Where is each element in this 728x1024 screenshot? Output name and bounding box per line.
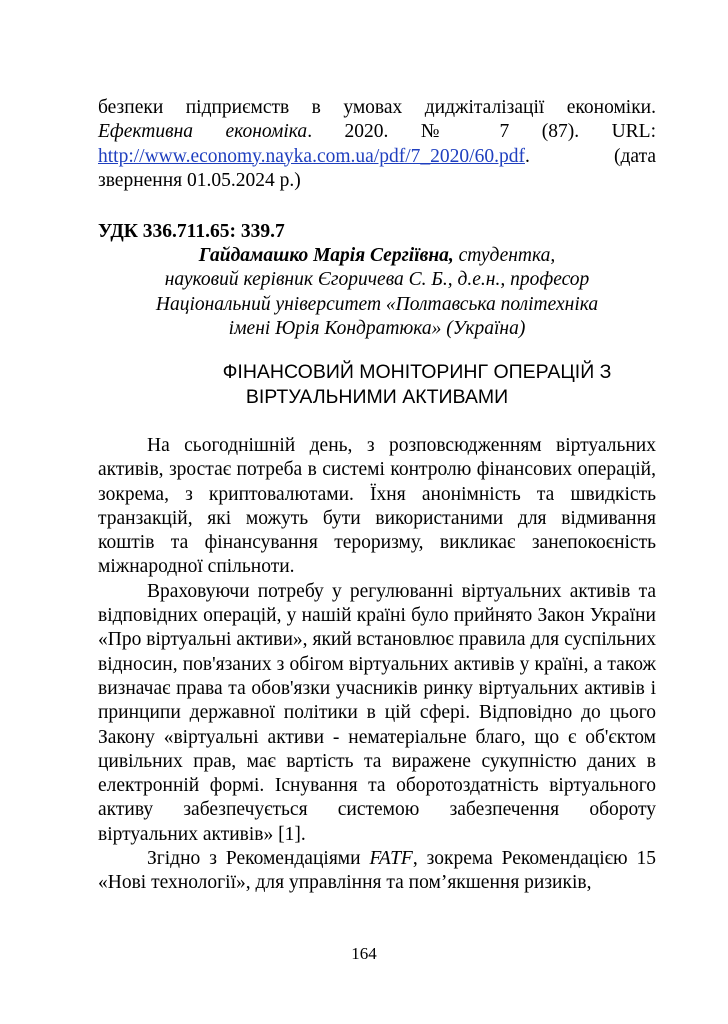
journal-name: Ефективна економіка (98, 121, 308, 143)
reference-text: безпеки підприємств в умовах диджіталізації економіки. (98, 97, 656, 118)
reference-url-link[interactable]: http://www.economy.nayka.com.ua/pdf/7_2020/60.pdf (98, 145, 525, 167)
body-paragraph: Враховуючи потребу у регулюванні віртуальних активів та відповідних операцій, у нашій країні було прийнято Закон України «Про віртуальні активи», який встановлює правила для суспільних відносин, пов'язаних з обігом віртуальних активів у країні, а також визначає права та обов'язки учасників ринку віртуальних активів і принципи державної політики в цій сфері. Відповідно до цього Закону «віртуальні активи - нематеріальне благо, що є об'єктом цивільних прав, має вартість та виражене сукупністю даних в електронній формі. Існування та оборотоздатність віртуального активу забезпечується системою забезпечення обороту віртуальних активів» [1]. (98, 580, 656, 845)
title-line: ФІНАНСОВИЙ МОНІТОРИНГ ОПЕРАЦІЙ З (222, 361, 612, 383)
title-line: ВІРТУАЛЬНИМИ АКТИВАМИ (245, 385, 509, 408)
advisor-line: науковий керівник Єгоричева С. Б., д.е.н., професор (164, 269, 590, 291)
udc-code: УДК 336.711.65: 339.7 (98, 221, 285, 242)
author-name: Гайдамашко Марія Сергіївна, (198, 245, 454, 266)
fatf-abbreviation: FATF (369, 848, 413, 870)
article-title (98, 360, 656, 409)
reference-text: . 2020. № 7 (87). URL: (307, 121, 656, 143)
body-paragraph: На сьогоднішній день, з розповсюдженням віртуальних активів, зростає потреба в системі контролю фінансових операцій, зокрема, з криптовалютами. Їхня анонімність та швидкість транзакцій, які можуть бути використаними для відмивання коштів та фінансування тероризму, викликає занепокоєність міжнародної спільноти. (98, 435, 656, 578)
paragraph-text: , зокрема Рекомендацією 15 «Нові технології», для управління та пом’якшення ризиків, (98, 848, 656, 894)
reference-text: . (дата звернення 01.05.2024 р.) (98, 145, 656, 191)
paragraph-text: Згідно з Рекомендаціями (147, 848, 370, 870)
page-number: 164 (351, 944, 377, 963)
university-line: імені Юрія Кондратюка» (Україна) (228, 317, 526, 339)
reference-entry (98, 96, 656, 193)
university-line: Національний університет «Полтавська політехніка (155, 293, 599, 315)
author-block (98, 244, 656, 341)
article-body (98, 434, 656, 896)
author-role: студентка, (453, 245, 556, 266)
body-paragraph (98, 847, 656, 896)
